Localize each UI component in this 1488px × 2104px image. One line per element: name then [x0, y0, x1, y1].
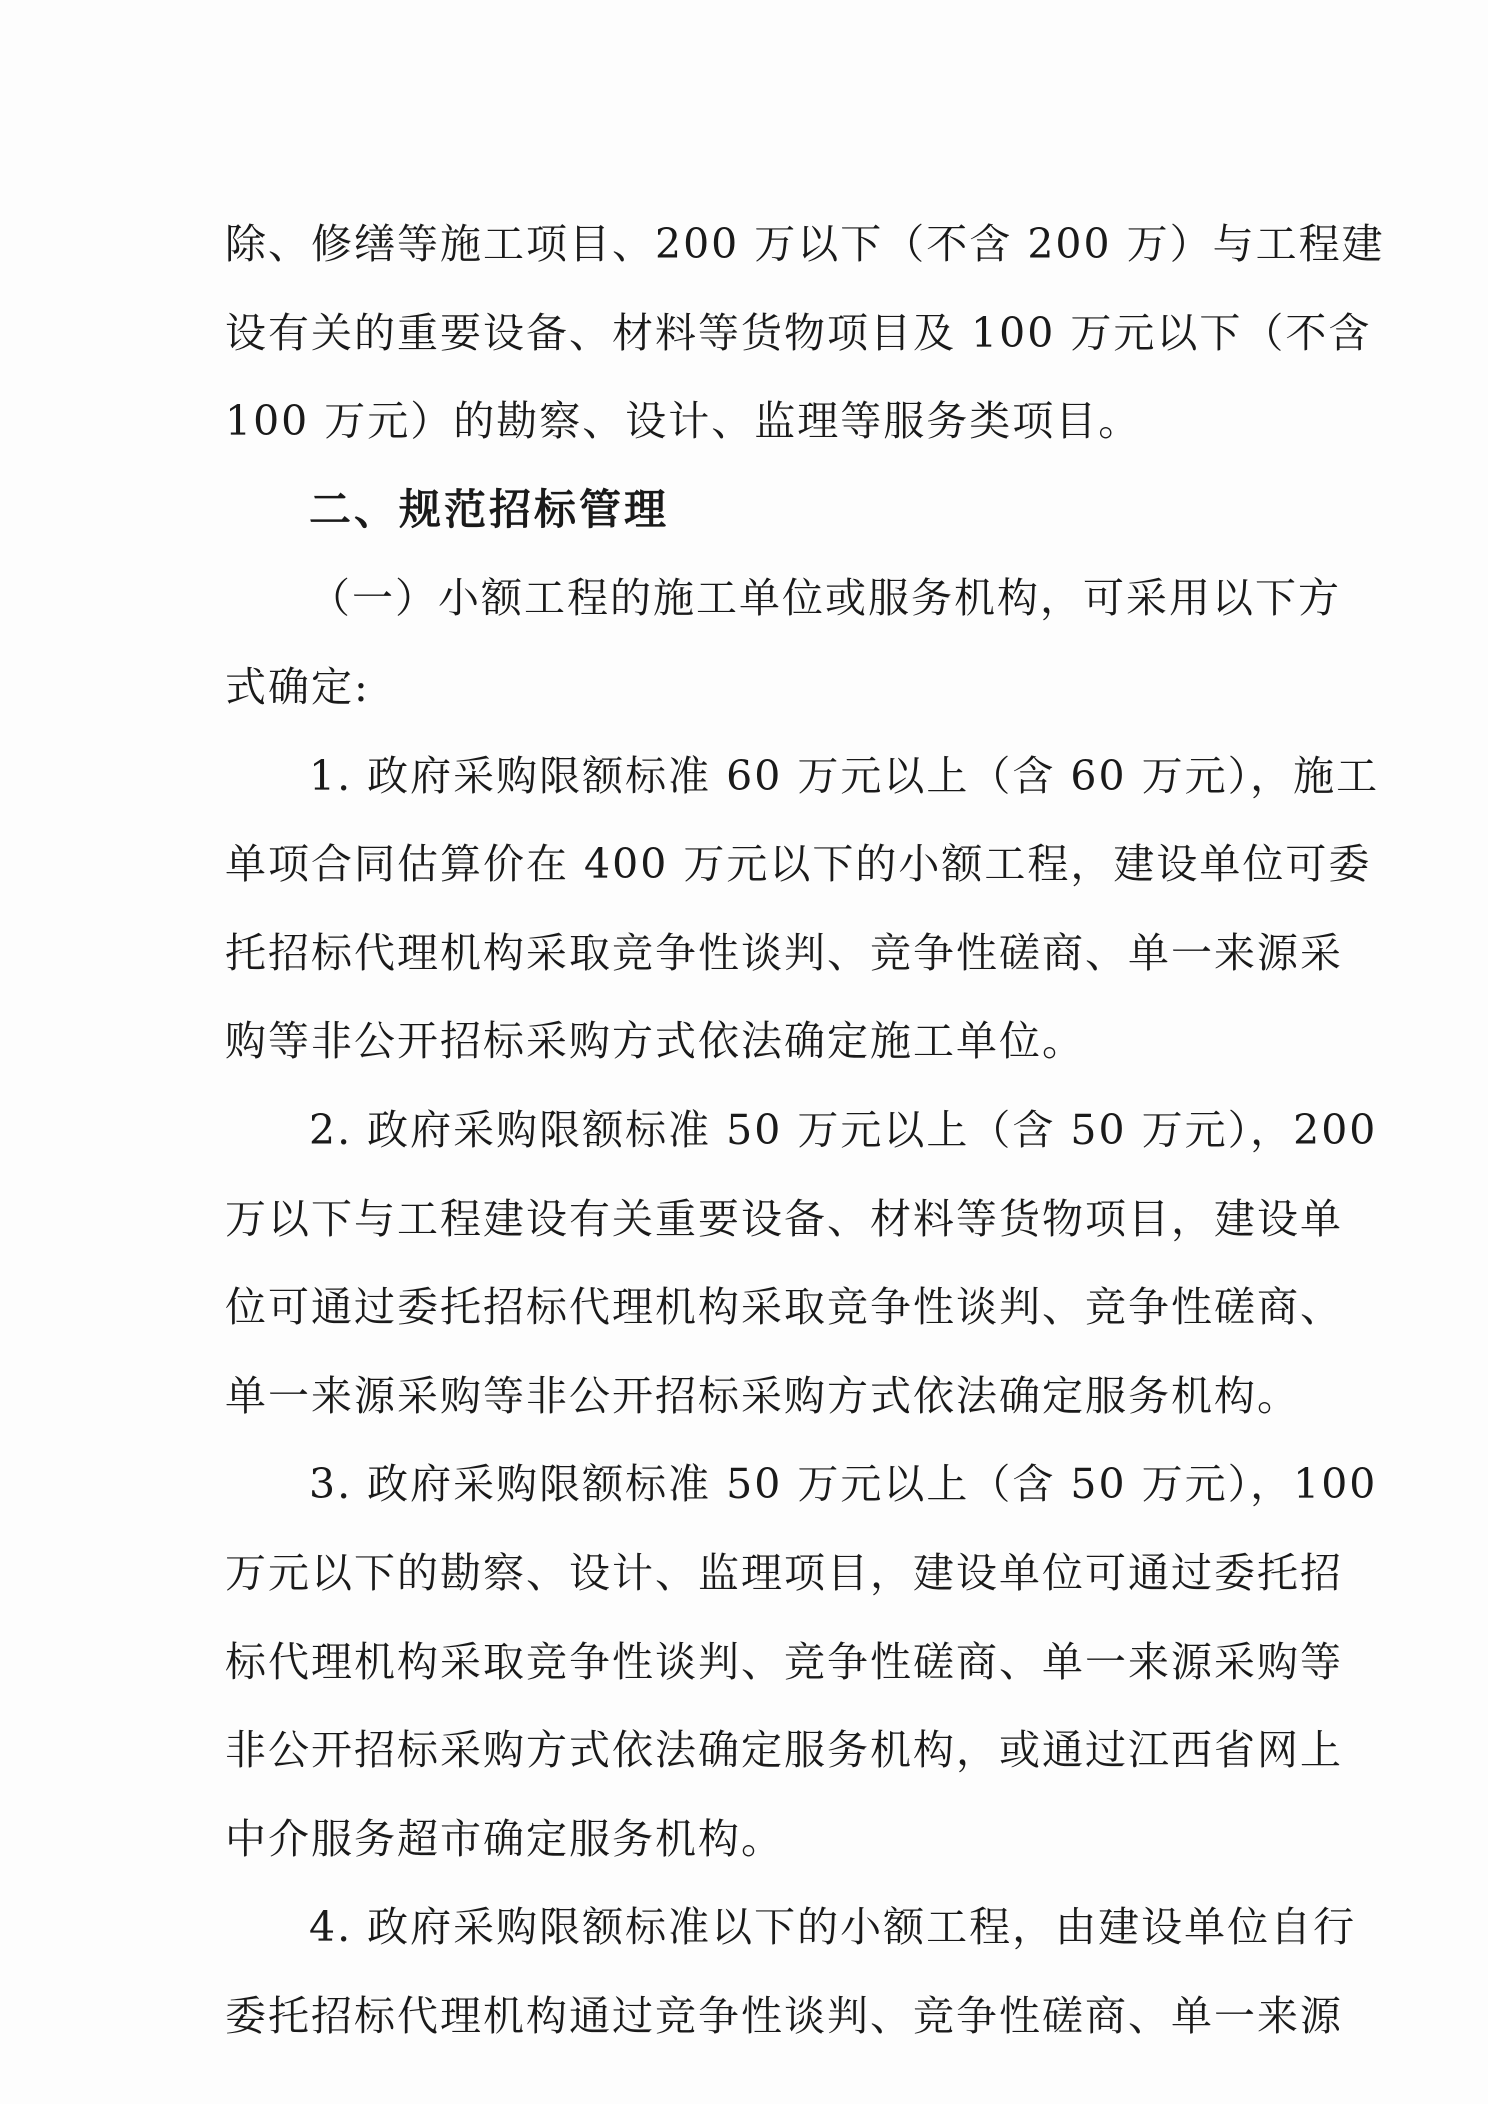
text-line: 万元以下的勘察、设计、监理项目，建设单位可通过委托招 [225, 1548, 1343, 1597]
text-line: 2. 政府采购限额标准 50 万元以上（含 50 万元），200 [309, 1105, 1378, 1154]
paragraph-item-1 [225, 732, 1380, 1086]
text-line: 设有关的重要设备、材料等货物项目及 100 万元以下（不含 [225, 308, 1372, 357]
text-line: 式确定: [225, 662, 370, 711]
text-line: 3. 政府采购限额标准 50 万元以上（含 50 万元），100 [309, 1460, 1378, 1509]
document-body [225, 200, 1385, 2060]
text-line: 购等非公开招标采购方式依法确定施工单位。 [225, 1017, 1085, 1066]
paragraph-item-4 [225, 1883, 1357, 2060]
text-line: 非公开招标采购方式依法确定服务机构，或通过江西省网上 [225, 1726, 1343, 1775]
text-line: 4. 政府采购限额标准以下的小额工程，由建设单位自行 [309, 1903, 1357, 1952]
text-line: 除、修缮等施工项目、200 万以下（不含 200 万）与工程建 [225, 220, 1385, 268]
paragraph-item-2 [225, 1086, 1378, 1440]
text-line: 1. 政府采购限额标准 60 万元以上（含 60 万元），施工 [309, 751, 1380, 800]
text-line: 单项合同估算价在 400 万元以下的小额工程，建设单位可委 [225, 840, 1372, 889]
text-line: 标代理机构采取竞争性谈判、竞争性磋商、单一来源采购等 [225, 1637, 1343, 1686]
paragraph-subsection-1 [225, 554, 1341, 731]
text-line: 托招标代理机构采取竞争性谈判、竞争性磋商、单一来源采 [225, 928, 1343, 977]
text-line: 100 万元）的勘察、设计、监理等服务类项目。 [225, 397, 1142, 446]
paragraph-continuation [225, 200, 1385, 466]
text-line: 中介服务超市确定服务机构。 [225, 1814, 784, 1863]
text-line: 委托招标代理机构通过竞争性谈判、竞争性磋商、单一来源 [225, 1991, 1343, 2040]
text-line: （一）小额工程的施工单位或服务机构，可采用以下方 [309, 574, 1341, 623]
text-line: 万以下与工程建设有关重要设备、材料等货物项目，建设单 [225, 1194, 1343, 1243]
paragraph-item-3 [225, 1440, 1378, 1883]
text-line: 单一来源采购等非公开招标采购方式依法确定服务机构。 [225, 1371, 1300, 1420]
section-heading: 二、规范招标管理 [309, 484, 670, 534]
text-line: 位可通过委托招标代理机构采取竞争性谈判、竞争性磋商、 [225, 1283, 1343, 1332]
